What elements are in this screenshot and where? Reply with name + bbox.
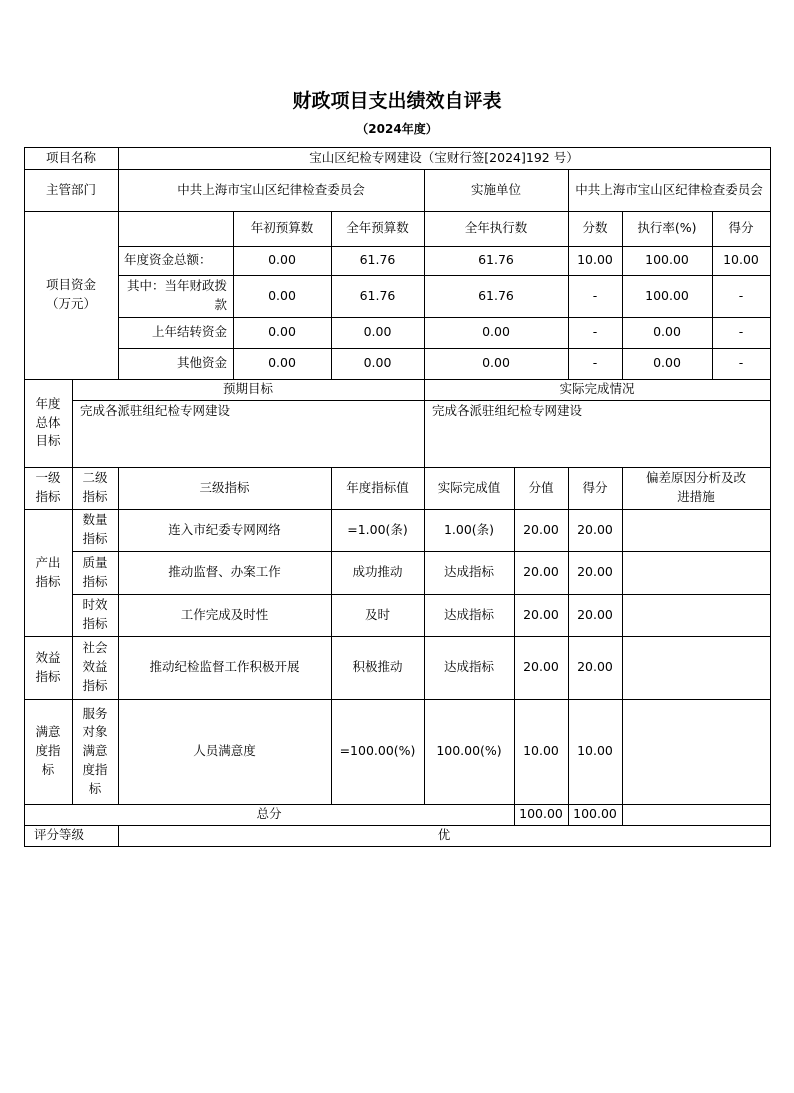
project-name-label: 项目名称 <box>45 149 96 165</box>
rating-value: 优 <box>437 827 451 843</box>
ind-row-quality-note <box>622 551 770 594</box>
funds-row-other-label: 其他资金 <box>176 355 227 371</box>
funds-row-other-rate: 0.00 <box>653 355 681 371</box>
funds-row-carryover-score: - <box>738 324 744 340</box>
ind-row-satisfaction-weight: 10.00 <box>523 743 559 759</box>
grid-line <box>568 467 569 825</box>
ind-row-timeliness-level2: 时效指标 <box>82 597 108 631</box>
grid-line <box>72 551 771 552</box>
ind-row-timeliness-level3: 工作完成及时性 <box>180 606 269 622</box>
goals-expected-value: 完成各派驻组纪检专网建设 <box>80 403 231 418</box>
funds-label: 项目资金（万元） <box>45 277 96 311</box>
funds-row-carryover-executed: 0.00 <box>482 324 510 340</box>
ind-row-social-note <box>622 636 770 699</box>
goals-expected-label: 预期目标 <box>222 381 273 397</box>
ind-row-social-level2: 社会效益指标 <box>82 640 108 693</box>
grid-line <box>568 211 569 379</box>
funds-row-total-label: 年度资金总额： <box>124 252 212 268</box>
grid-line <box>118 246 771 247</box>
grid-line <box>118 317 771 318</box>
grid-line <box>24 846 771 847</box>
funds-row-current-score: - <box>738 287 744 303</box>
funds-row-current-annual: 61.76 <box>359 287 396 303</box>
ind-header-target: 年度指标值 <box>346 479 409 495</box>
ind-header-level1: 一级指标 <box>35 470 61 504</box>
project-name-value: 宝山区纪检专网建设（宝财行签[2024]192 号） <box>309 149 579 165</box>
funds-row-total-annual: 61.76 <box>359 252 396 268</box>
ind-row-quantity-note <box>622 509 770 551</box>
goals-label: 年度总体目标 <box>35 395 61 449</box>
funds-row-other-points: - <box>592 355 598 371</box>
page-title: 财政项目支出绩效自评表 <box>292 90 502 112</box>
grid-line <box>118 825 119 846</box>
funds-row-carryover-label: 上年结转资金 <box>151 324 227 340</box>
ind-row-quantity-actual: 1.00(条) <box>443 521 495 537</box>
ind-group-satisfaction: 满意度指标 <box>35 724 61 777</box>
ind-header-weight: 分值 <box>528 479 554 495</box>
funds-header-points: 分数 <box>582 220 608 236</box>
ind-row-timeliness-target: 及时 <box>364 606 390 622</box>
ind-header-level2: 二级指标 <box>82 470 108 504</box>
impl-value: 中共上海市宝山区纪律检查委员会 <box>575 181 763 197</box>
grid-line <box>24 699 771 700</box>
ind-row-quality-score: 20.00 <box>577 564 613 580</box>
grid-line <box>331 467 332 804</box>
grid-line <box>424 169 425 211</box>
grid-line <box>514 467 515 825</box>
funds-row-carryover-points: - <box>592 324 598 340</box>
rating-label: 评分等级 <box>33 827 84 843</box>
ind-row-social-weight: 20.00 <box>523 659 559 675</box>
ind-row-satisfaction-actual: 100.00(%) <box>436 743 502 759</box>
grid-line <box>712 211 713 379</box>
grid-line <box>622 467 623 825</box>
grid-line <box>72 400 771 401</box>
ind-row-social-actual: 达成指标 <box>443 659 494 675</box>
funds-row-carryover-initial: 0.00 <box>268 324 296 340</box>
grid-line <box>72 594 771 595</box>
grid-line <box>24 379 771 380</box>
grid-line <box>24 509 771 510</box>
ind-row-social-level3: 推动纪检监督工作积极开展 <box>149 659 300 675</box>
grid-line <box>24 825 771 826</box>
ind-group-output: 产出指标 <box>35 554 61 589</box>
funds-row-total-rate: 100.00 <box>645 252 689 268</box>
grid-line <box>24 147 771 148</box>
ind-row-quantity-level2: 数量指标 <box>82 512 108 546</box>
grid-line <box>24 804 771 805</box>
funds-row-current-label: 其中：当年财政拨款 <box>126 278 227 312</box>
goals-actual-label: 实际完成情况 <box>559 381 635 397</box>
funds-row-total-executed: 61.76 <box>478 252 514 268</box>
ind-row-quality-weight: 20.00 <box>523 564 559 580</box>
ind-header-level3: 三级指标 <box>199 479 250 495</box>
funds-row-current-points: - <box>592 287 598 303</box>
ind-header-note: 偏差原因分析及改进措施 <box>645 470 746 504</box>
funds-row-carryover-rate: 0.00 <box>653 324 681 340</box>
goals-actual-value: 完成各派驻组纪检专网建设 <box>432 403 583 418</box>
ind-row-quality-target: 成功推动 <box>352 564 403 580</box>
grid-line <box>24 211 771 212</box>
funds-row-other-annual: 0.00 <box>363 355 392 371</box>
ind-row-satisfaction-score: 10.00 <box>577 743 613 759</box>
funds-row-other-initial: 0.00 <box>268 355 296 371</box>
dept-label: 主管部门 <box>45 181 96 197</box>
funds-row-other-score: - <box>738 355 744 371</box>
total-score: 100.00 <box>573 806 617 822</box>
funds-header-initial: 年初预算数 <box>250 220 314 236</box>
ind-row-timeliness-score: 20.00 <box>577 606 613 622</box>
grid-line <box>24 467 771 468</box>
grid-line <box>331 211 332 379</box>
ind-row-quantity-weight: 20.00 <box>523 521 559 537</box>
grid-line <box>24 169 771 170</box>
ind-row-quantity-score: 20.00 <box>577 521 613 537</box>
grid-line <box>770 147 771 847</box>
ind-row-satisfaction-note <box>622 699 770 804</box>
grid-line <box>118 147 119 379</box>
grid-line <box>424 467 425 804</box>
ind-header-score: 得分 <box>582 479 608 495</box>
ind-row-timeliness-weight: 20.00 <box>523 606 559 622</box>
funds-row-current-executed: 61.76 <box>478 287 514 303</box>
total-weight: 100.00 <box>519 806 563 822</box>
funds-row-total-score: 10.00 <box>723 252 759 268</box>
grid-line <box>233 211 234 379</box>
grid-line <box>24 636 771 637</box>
ind-row-quantity-target: =1.00(条) <box>347 521 408 537</box>
page-subtitle: （2024年度） <box>356 122 438 136</box>
ind-row-satisfaction-level3: 人员满意度 <box>193 743 256 759</box>
grid-line <box>622 211 623 379</box>
grid-line <box>118 348 771 349</box>
ind-row-satisfaction-level2: 服务对象满意度指标 <box>82 705 108 796</box>
funds-row-carryover-annual: 0.00 <box>363 324 392 340</box>
dept-value: 中共上海市宝山区纪律检查委员会 <box>177 181 365 197</box>
ind-row-quality-actual: 达成指标 <box>443 564 494 580</box>
funds-row-current-rate: 100.00 <box>645 287 689 303</box>
ind-row-timeliness-note <box>622 594 770 636</box>
grid-line <box>118 275 771 276</box>
funds-row-total-points: 10.00 <box>577 252 613 268</box>
ind-header-actual: 实际完成值 <box>437 479 501 495</box>
ind-row-quantity-level3: 连入市纪委专网网络 <box>168 521 281 537</box>
grid-line <box>24 147 25 847</box>
funds-header-rate: 执行率(%) <box>637 220 697 236</box>
ind-row-satisfaction-target: =100.00(%) <box>339 743 416 759</box>
grid-line <box>118 467 119 804</box>
total-label: 总分 <box>256 806 282 822</box>
ind-row-social-target: 积极推动 <box>352 659 403 675</box>
impl-label: 实施单位 <box>470 181 521 197</box>
ind-row-timeliness-actual: 达成指标 <box>443 606 494 622</box>
funds-header-annual: 全年预算数 <box>346 220 409 236</box>
ind-group-benefit: 效益指标 <box>35 649 61 684</box>
funds-header-score: 得分 <box>728 220 754 236</box>
grid-line <box>424 211 425 467</box>
ind-row-quality-level3: 推动监督、办案工作 <box>168 564 281 580</box>
grid-line <box>72 379 73 804</box>
funds-row-current-initial: 0.00 <box>268 287 296 303</box>
grid-line <box>568 169 569 211</box>
funds-row-total-initial: 0.00 <box>268 252 296 268</box>
ind-row-social-score: 20.00 <box>577 659 613 675</box>
ind-row-quality-level2: 质量指标 <box>82 554 108 589</box>
funds-row-other-executed: 0.00 <box>482 355 510 371</box>
funds-header-executed: 全年执行数 <box>464 220 528 236</box>
